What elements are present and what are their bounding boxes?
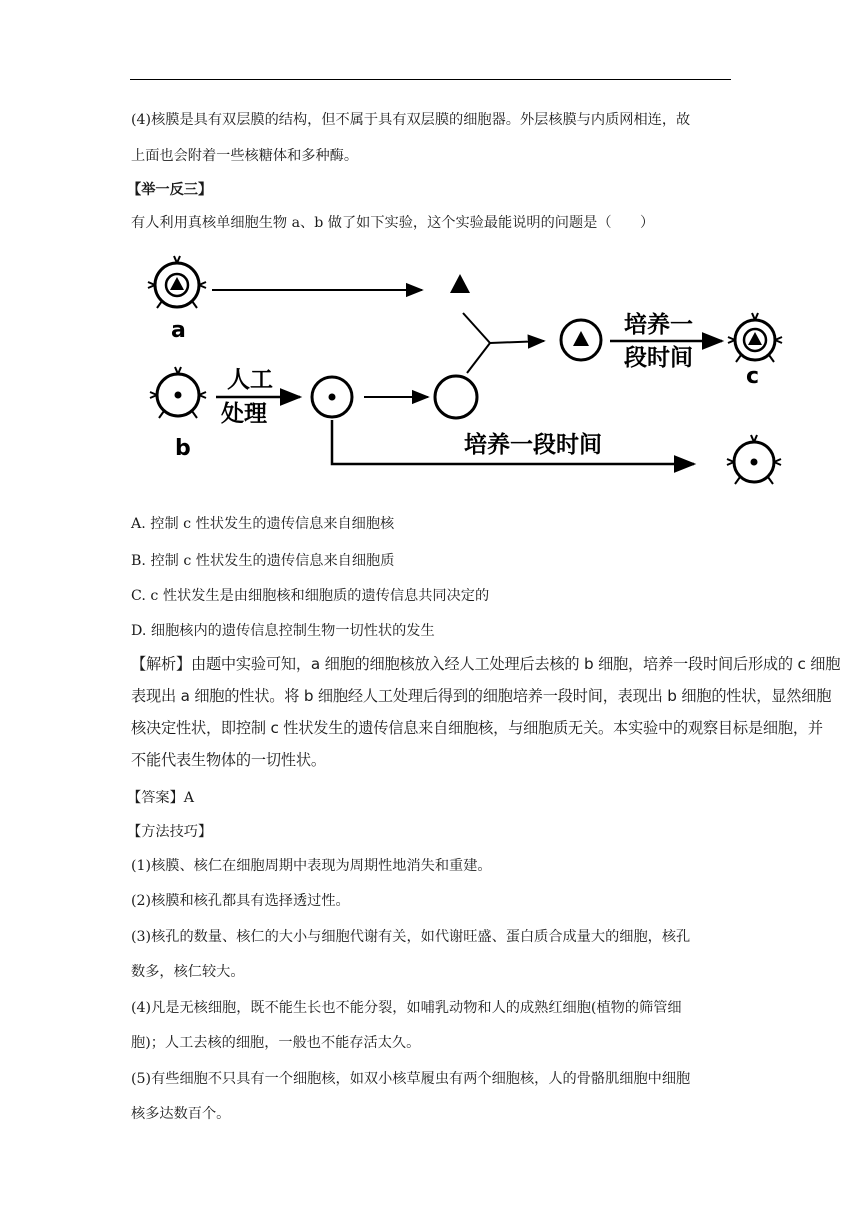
culture-label-2: 段时间 [624,345,693,371]
option-c: C. c 性状发生是由细胞核和细胞质的遗传信息共同决定的 [131,588,490,604]
culture-long-label: 培养一段时间 [464,432,602,458]
tip-line-5: (4)凡是无核细胞，既不能生长也不能分裂，如哺乳动物和人的成熟红细胞(植物的筛管细 [131,1000,682,1016]
tip-line-4: 数多，核仁较大。 [131,964,245,980]
option-a: A. 控制 c 性状发生的遗传信息来自细胞核 [131,516,395,532]
tip-line-2: (2)核膜和核孔都具有选择透过性。 [131,893,350,909]
intro-line-1: (4)核膜是具有双层膜的结构，但不属于具有双层膜的细胞器。外层核膜与内质网相连，故 [131,112,691,128]
result-cell-b [727,435,781,484]
tip-line-8: 核多达数百个。 [131,1106,231,1122]
cell-a [148,256,206,308]
analysis-block [131,648,843,776]
option-b: B. 控制 c 性状发生的遗传信息来自细胞质 [131,553,395,569]
analysis-line-1: 【解析】由题中实验可知，a 细胞的细胞核放入经人工处理后去核的 b 细胞，培养一段时间后形成的 c 细胞 [131,655,841,673]
culture-label-1: 培养一 [624,312,693,338]
recombined-cell [561,320,601,360]
analysis-line-3: 核决定性状，即控制 c 性状发生的遗传信息来自细胞核，与细胞质无关。本实验中的观察目标是细胞，并 [131,719,823,737]
cell-b [150,367,206,418]
cell-c [728,313,782,362]
section-title: 【举一反三】 [127,182,213,198]
label-b: b [175,436,191,461]
treated-cell-b [312,377,352,417]
answer-text: 【答案】A [127,790,194,806]
label-a: a [171,318,186,343]
tips-title: 【方法技巧】 [127,824,213,840]
analysis-line-4: 不能代表生物体的一切性状。 [131,751,326,769]
tip-line-7: (5)有些细胞不只具有一个细胞核，如双小核草履虫有两个细胞核，人的骨骼肌细胞中细胞 [131,1071,691,1087]
intro-line-2: 上面也会附着一些核糖体和多种酶。 [131,148,359,164]
experiment-diagram [140,240,800,502]
tip-line-6: 胞)；人工去核的细胞，一般也不能存活太久。 [131,1035,421,1051]
treatment-label-2: 处理 [221,401,267,427]
merge-line-top [463,313,490,343]
arrow-to-recombined [490,341,544,343]
treatment-label-1: 人工 [227,367,273,393]
option-d: D. 细胞核内的遗传信息控制生物一切性状的发生 [131,623,435,639]
question-text: 有人利用真核单细胞生物 a、b 做了如下实验，这个实验最能说明的问题是（ ） [131,215,655,231]
tip-line-1: (1)核膜、核仁在细胞周期中表现为周期性地消失和重建。 [131,858,492,874]
isolated-nucleus [450,274,470,293]
enucleated-cell [435,376,477,418]
label-c: c [746,364,760,389]
tip-line-3: (3)核孔的数量、核仁的大小与细胞代谢有关，如代谢旺盛、蛋白质合成量大的细胞，核孔 [131,929,691,945]
analysis-line-2: 表现出 a 细胞的性状。将 b 细胞经人工处理后得到的细胞培养一段时间，表现出 b 细胞的性状，显然细胞 [131,687,832,705]
header-rule [130,79,731,80]
merge-line-bottom [467,343,490,373]
